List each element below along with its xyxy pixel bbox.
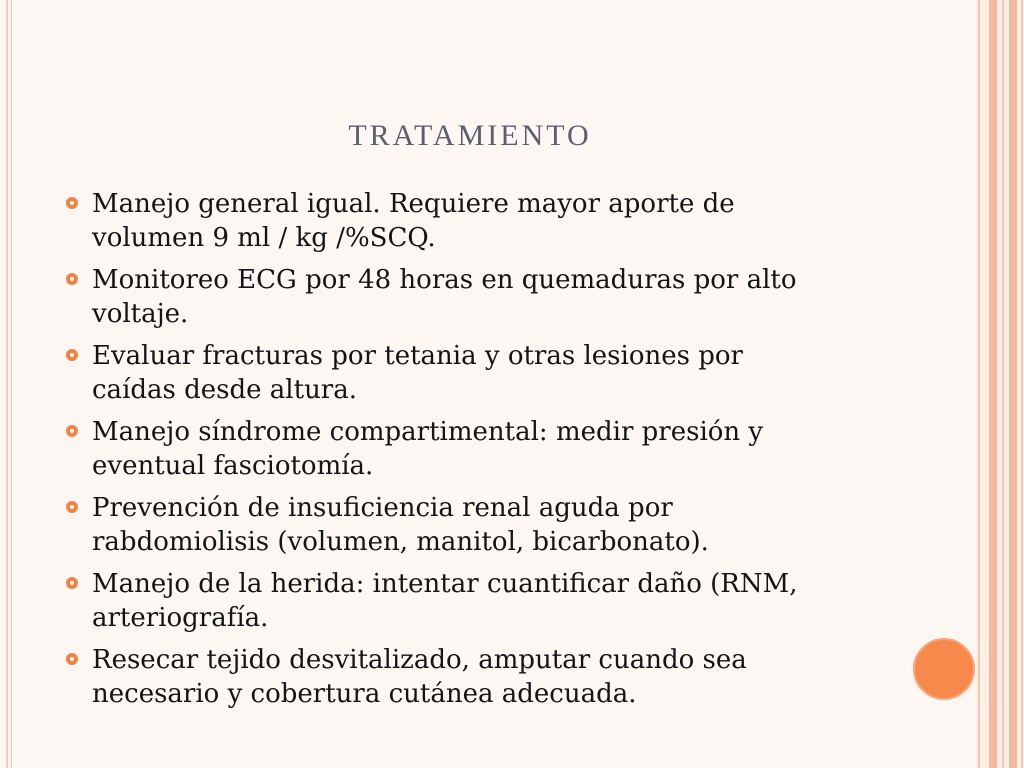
bullet-line: Monitoreo ECG por 48 horas en quemaduras por alto [92, 265, 797, 295]
bullet-item [66, 491, 926, 559]
bullet-line: eventual fasciotomía. [92, 451, 374, 481]
bullet-text [92, 643, 747, 711]
bullet-text [92, 339, 743, 407]
bullet-line: Resecar tejido desvitalizado, amputar cuando sea [92, 645, 747, 675]
bullet-item [66, 263, 926, 331]
orange-circle-bullet-icon [66, 425, 78, 437]
orange-circle-bullet-icon [66, 577, 78, 589]
bullet-line: Manejo de la herida: intentar cuantificar daño (RNM, [92, 569, 798, 599]
bullet-item [66, 339, 926, 407]
bullet-line: rabdomiolisis (volumen, manitol, bicarbonato). [92, 527, 709, 557]
orange-circle-bullet-icon [66, 197, 78, 209]
bullet-text [92, 491, 709, 559]
orange-circle-bullet-icon [66, 501, 78, 513]
bullet-line: arteriografía. [92, 603, 269, 633]
bullet-item [66, 643, 926, 711]
orange-circle-bullet-icon [66, 273, 78, 285]
right-stripe-5 [1021, 0, 1023, 768]
orange-circle-bullet-icon [66, 349, 78, 361]
bullet-line: Manejo síndrome compartimental: medir presión y [92, 417, 764, 447]
right-stripe-4 [1009, 0, 1017, 768]
bullet-line: Manejo general igual. Requiere mayor aporte de [92, 189, 735, 219]
bullet-item [66, 415, 926, 483]
bullet-line: Evaluar fracturas por tetania y otras lesiones por [92, 341, 743, 371]
bullet-text [92, 187, 735, 255]
right-stripe-3 [1002, 0, 1004, 768]
bullet-line: caídas desde altura. [92, 375, 358, 405]
bullet-item [66, 187, 926, 255]
orange-circle-bullet-icon [66, 653, 78, 665]
slide-title: TRATAMIENTO [348, 119, 592, 152]
bullet-text [92, 263, 797, 331]
orange-circle-decoration [913, 638, 975, 700]
bullet-text [92, 567, 798, 635]
bullet-text [92, 415, 763, 483]
right-stripe-2 [989, 0, 997, 768]
bullet-line: volumen 9 ml / kg /%SCQ. [92, 223, 436, 253]
bullet-line: voltaje. [92, 299, 189, 329]
bullet-line: Prevención de insuficiencia renal aguda por [92, 493, 673, 523]
right-stripe-1 [978, 0, 980, 768]
left-border-line-outer [6, 0, 8, 768]
bullet-line: necesario y cobertura cutánea adecuada. [92, 679, 637, 709]
bullet-item [66, 567, 926, 635]
bullet-list [66, 187, 926, 719]
left-border-line-inner [11, 0, 12, 768]
